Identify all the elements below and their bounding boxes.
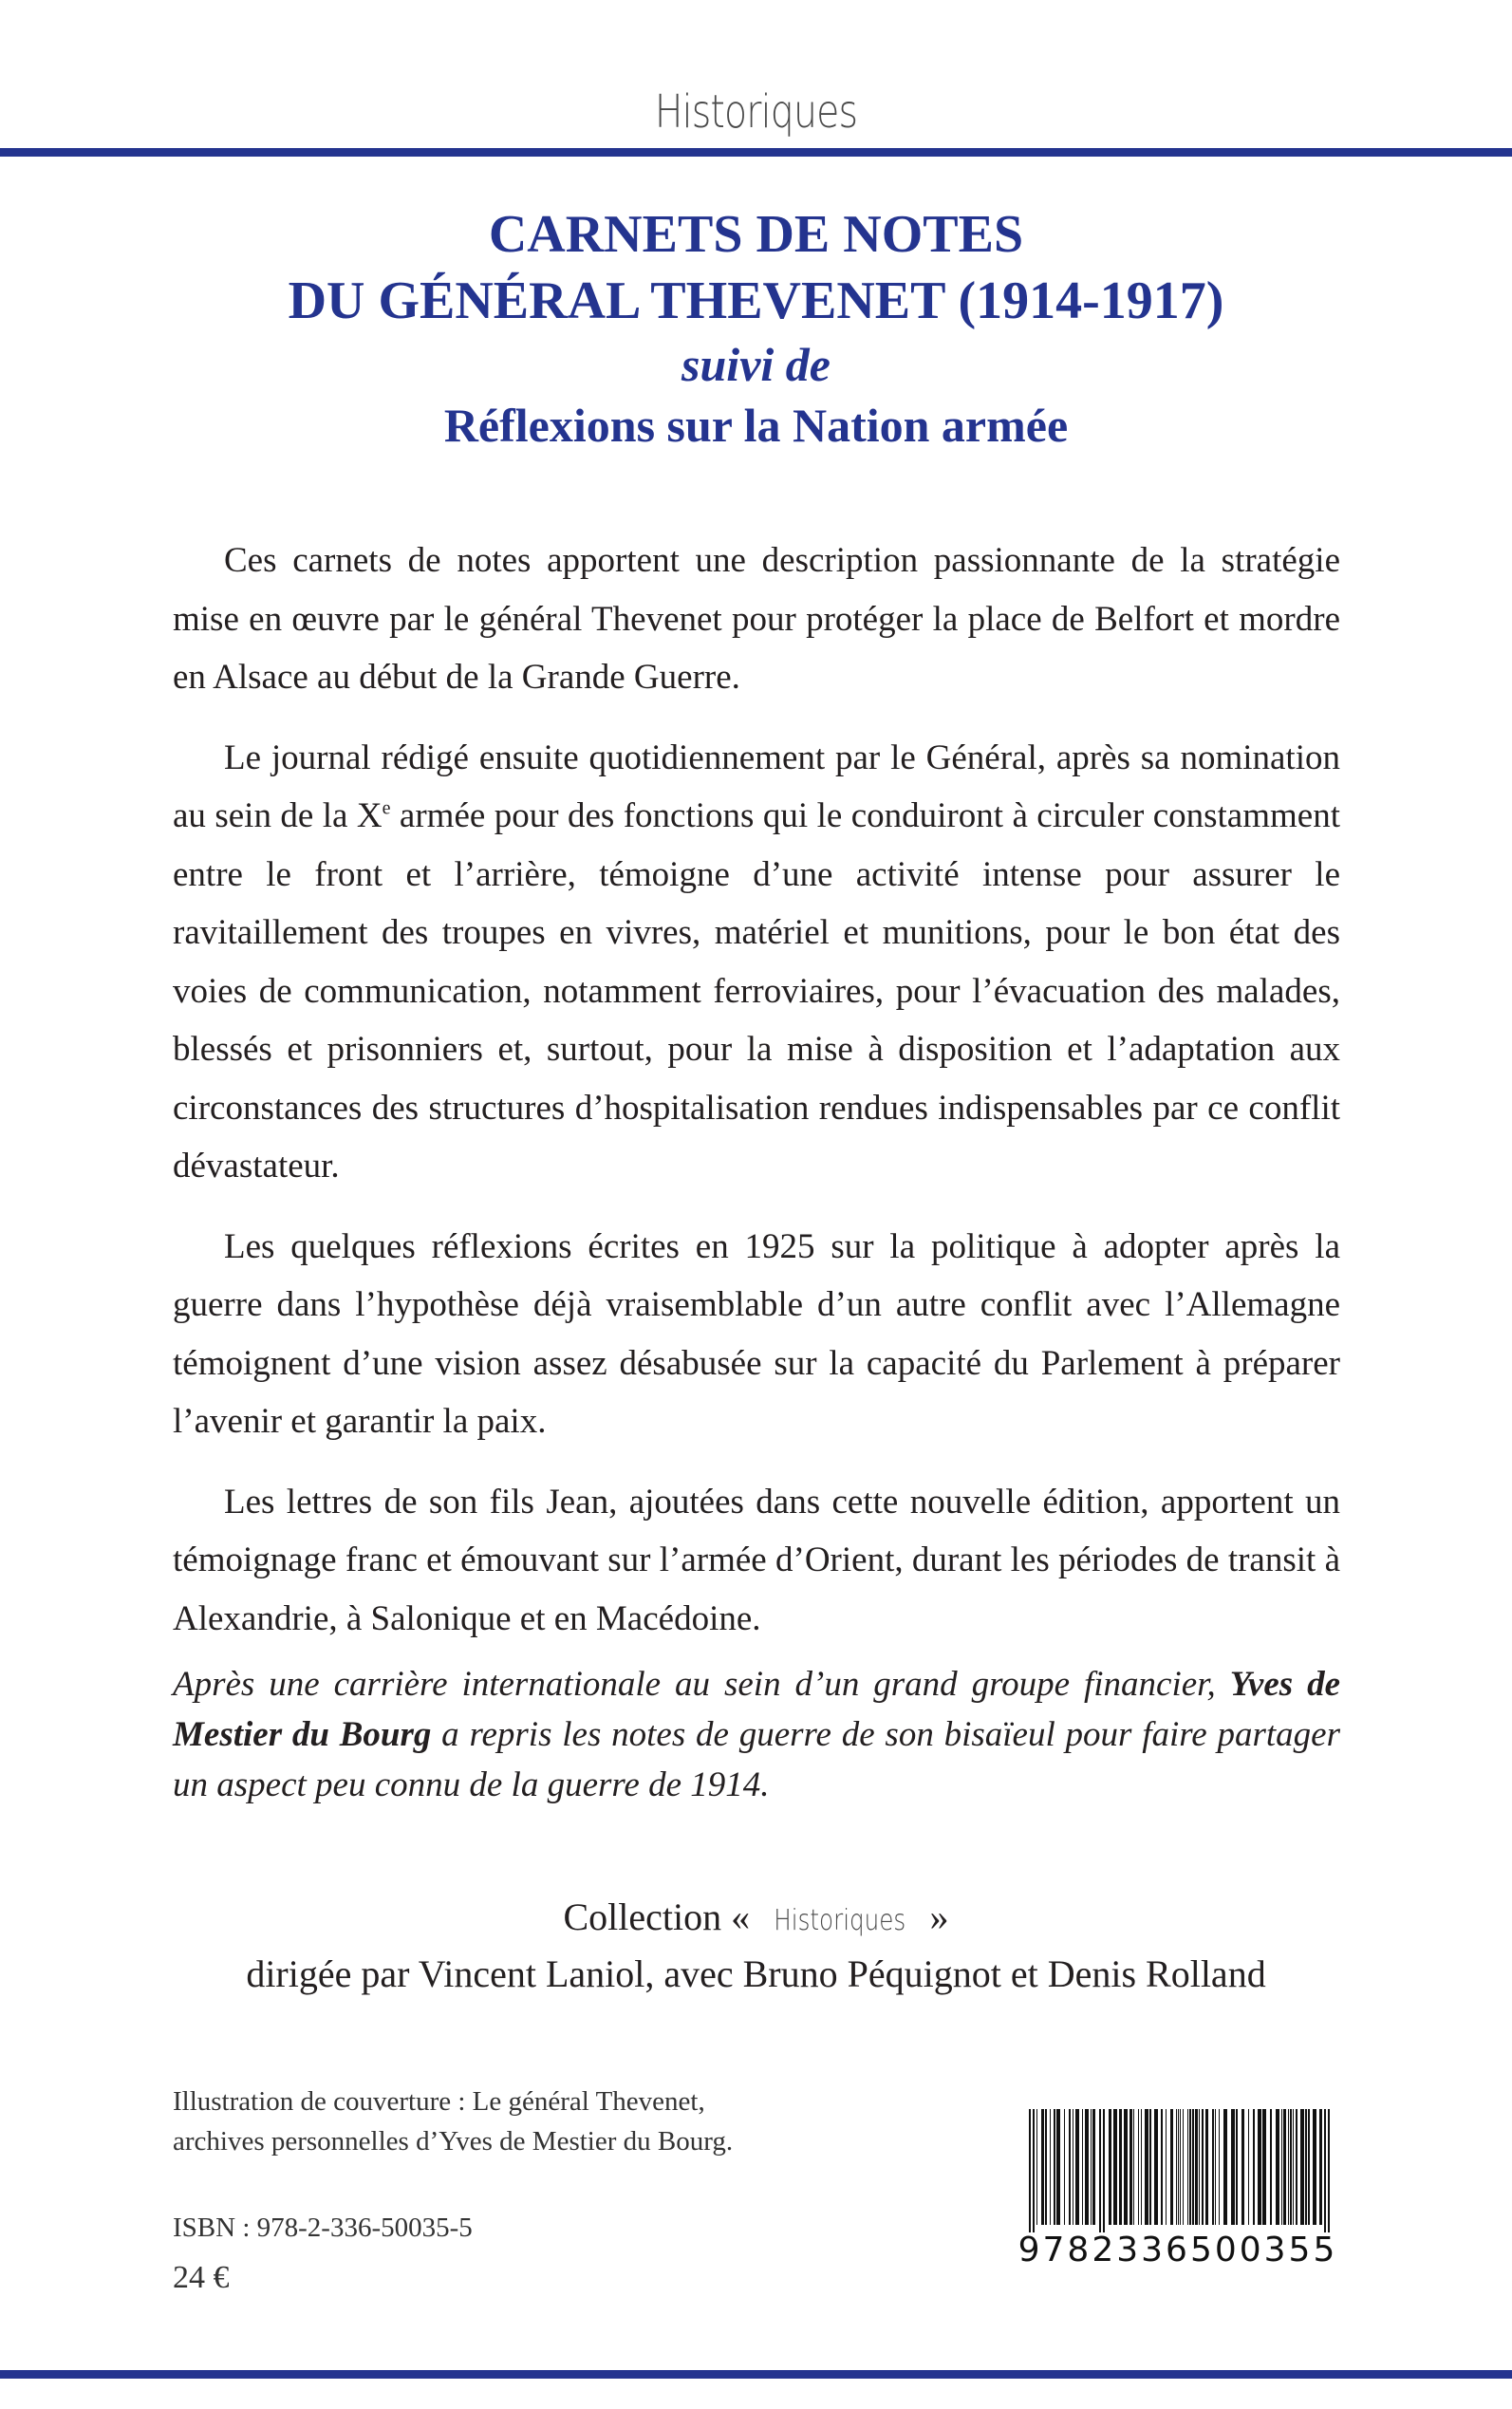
barcode-bar [1075, 2109, 1079, 2225]
barcode-bar [1149, 2109, 1151, 2225]
barcode-bar [1050, 2109, 1051, 2225]
barcode-bar [1056, 2109, 1060, 2225]
barcode-bar [1290, 2109, 1292, 2225]
barcode-bar [1113, 2109, 1117, 2225]
barcode-bar [1241, 2109, 1244, 2225]
collection-line [0, 1891, 1512, 1948]
barcode-bar [1328, 2109, 1330, 2232]
barcode-bar [1161, 2109, 1163, 2225]
barcode-bar [1170, 2109, 1173, 2225]
collection-info [0, 1891, 1512, 2001]
barcode-bar [1253, 2109, 1255, 2225]
barcode-bar [1187, 2109, 1188, 2225]
barcode-bar [1215, 2109, 1216, 2225]
collection-name: Historiques [774, 1904, 906, 1937]
barcode-bar [1305, 2109, 1307, 2225]
barcode-bar [1166, 2109, 1167, 2225]
barcode-bar [1296, 2109, 1297, 2225]
barcode-bar [1176, 2109, 1177, 2225]
barcode-bar [1195, 2109, 1198, 2225]
title-connector: suivi de [681, 338, 831, 391]
barcode-bar [1205, 2109, 1208, 2225]
barcode-digits: 9782336500355 [1017, 2231, 1338, 2269]
price: 24 € [173, 2260, 230, 2295]
barcode-bar [1248, 2109, 1249, 2225]
author-bio [173, 1659, 1340, 1810]
barcode-bar [1041, 2109, 1044, 2225]
barcode-bar [1300, 2109, 1304, 2225]
blurb-paragraph-2 [173, 729, 1340, 1196]
author-bio-end: a repris les notes de guerre de son bisaïeul pour faire partager un aspect peu connu de la guerre de 1914. [173, 1715, 1340, 1804]
author-name: Yves de Mestier du Bourg [173, 1665, 1340, 1754]
barcode-bar [1154, 2109, 1158, 2225]
barcode-bar [1133, 2109, 1134, 2225]
barcode-bar [1092, 2109, 1095, 2225]
barcode-bar [1324, 2109, 1326, 2232]
collection-prefix: Collection « [563, 1895, 751, 1938]
barcode-bar [1091, 2109, 1092, 2225]
barcode-bar [1069, 2109, 1071, 2225]
blurb-paragraph-4: Les lettres de son fils Jean, ajoutées dans cette nouvelle édition, apportent un témoignage franc et émouvant sur l’armée d’Orient, durant les périodes de transit à Alexandrie, à Salonique et en Macédoine. [173, 1482, 1340, 1638]
barcode [1016, 2109, 1340, 2272]
barcode-bar [1283, 2109, 1286, 2225]
barcode-bar [1293, 2109, 1294, 2225]
blurb-paragraph-2-start: Le journal rédigé ensuite quotidiennement par le Général, après sa nomination au sein de la X [173, 738, 1340, 835]
author-bio-start: Après une carrière internationale au sein d’un grand groupe financier, [173, 1665, 1230, 1704]
barcode-bar [1085, 2109, 1089, 2225]
title-line-3: Réflexions sur la Nation armée [443, 399, 1069, 452]
barcode-bar [1045, 2109, 1047, 2225]
collection-directors: dirigée par Vincent Laniol, avec Bruno Péquignot et Denis Rolland [246, 1952, 1266, 1995]
barcode-bar [1192, 2109, 1194, 2225]
barcode-bar [1029, 2109, 1031, 2232]
barcode-bars [1025, 2109, 1334, 2232]
barcode-bar [1199, 2109, 1200, 2225]
blurb-paragraph-1: Ces carnets de notes apportent une description passionnante de la stratégie mise en œuvre par le général Thevenet pour protéger la place de Belfort et mordre en Alsace au début de la Grande Guerre. [173, 541, 1340, 697]
title-block [0, 201, 1512, 456]
barcode-bar [1281, 2109, 1282, 2225]
title-line-1: CARNETS DE NOTES [488, 205, 1024, 264]
barcode-bar [1180, 2109, 1181, 2225]
series-logo: Historiques [654, 85, 858, 139]
barcode-bar [1103, 2109, 1105, 2232]
barcode-bar [1064, 2109, 1065, 2225]
barcode-bar [1202, 2109, 1204, 2225]
barcode-bar [1119, 2109, 1122, 2225]
barcode-bar [1099, 2109, 1101, 2232]
barcode-bar [1189, 2109, 1191, 2225]
credit-line-2: archives personnelles d’Yves de Mestier du Bourg. [173, 2126, 734, 2157]
barcode-bar [1319, 2109, 1322, 2225]
barcode-bar [1082, 2109, 1083, 2225]
barcode-bar [1288, 2109, 1289, 2225]
barcode-bar [1231, 2109, 1235, 2225]
barcode-bar [1308, 2109, 1310, 2225]
top-rule [0, 148, 1512, 157]
title-line-2: DU GÉNÉRAL THEVENET (1914-1917) [288, 271, 1224, 330]
barcode-bar [1270, 2109, 1272, 2225]
barcode-bar [1138, 2109, 1139, 2225]
collection-suffix: » [929, 1895, 949, 1938]
barcode-bar [1212, 2109, 1214, 2225]
barcode-bar [1054, 2109, 1055, 2225]
barcode-bar [1276, 2109, 1279, 2225]
ordinal-superscript: e [382, 797, 391, 819]
barcode-bar [1129, 2109, 1132, 2225]
barcode-bar [1183, 2109, 1184, 2225]
barcode-bar [1109, 2109, 1111, 2225]
barcode-bar [1313, 2109, 1316, 2225]
blurb-paragraph-2-end: armée pour des fonctions qui le conduiront à circuler constamment entre le front et l’arrière, témoigne d’une activité intense pour assurer le ravitaillement des troupes en vivres, matériel et munitions, pour le bon état des voies de communication, notamment ferroviaires, pour l’évacuation des malades, blessés et prisonniers et, surtout, pour la mise à disposition et l’adaptation aux circonstances des structures d’hospitalisation rendues indispensables par ce conflit dévastateur. [173, 796, 1340, 1186]
blurb [173, 532, 1340, 1670]
barcode-bar [1145, 2109, 1148, 2225]
barcode-bar [1236, 2109, 1238, 2225]
barcode-bar [1223, 2109, 1227, 2225]
barcode-bar [1219, 2109, 1220, 2225]
isbn: ISBN : 978-2-336-50035-5 [173, 2213, 473, 2243]
barcode-bar [1178, 2109, 1179, 2225]
credit-line-1: Illustration de couverture : Le général Thevenet, [173, 2086, 705, 2117]
illustration-credit [173, 2082, 894, 2161]
barcode-bar [1262, 2109, 1266, 2225]
bottom-rule [0, 2370, 1512, 2379]
blurb-paragraph-3: Les quelques réflexions écrites en 1925 sur la politique à adopter après la guerre dans l’hypothèse déjà vraisemblable d’un autre conflit avec l’Allemagne témoignent d’une vision assez désabusée sur la capacité du Parlement à préparer l’avenir et garantir la paix. [173, 1226, 1340, 1441]
barcode-bar [1141, 2109, 1142, 2225]
barcode-bar [1124, 2109, 1128, 2225]
barcode-bar [1033, 2109, 1035, 2232]
barcode-bar [1258, 2109, 1261, 2225]
barcode-bar [1036, 2109, 1037, 2225]
